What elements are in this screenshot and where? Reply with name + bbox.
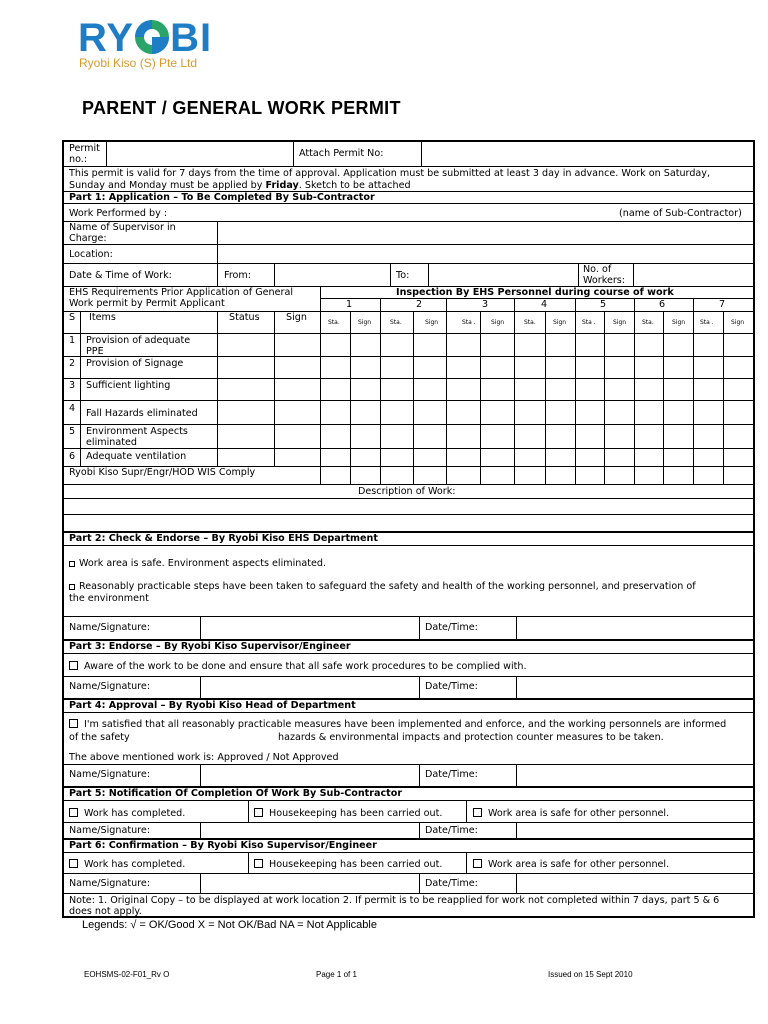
footer-page: Page 1 of 1 bbox=[316, 970, 357, 979]
part6-check-area-safe[interactable]: Work area is safe for other personnel. bbox=[473, 859, 669, 870]
part4-statement-2a: of the safety bbox=[69, 732, 130, 743]
inspection-day-1: 1 bbox=[346, 299, 353, 310]
part4-date-field[interactable] bbox=[518, 765, 753, 785]
inspection-day-2: 2 bbox=[416, 299, 423, 310]
item-no: 3 bbox=[69, 380, 76, 391]
part2-date-field[interactable] bbox=[518, 617, 753, 638]
from-field[interactable] bbox=[276, 264, 389, 285]
item-label: Fall Hazards eliminated bbox=[86, 408, 198, 419]
page-title: PARENT / GENERAL WORK PERMIT bbox=[82, 98, 401, 118]
part6-date-label: Date/Time: bbox=[425, 878, 478, 889]
part3-date-label: Date/Time: bbox=[425, 681, 478, 692]
part6-heading: Part 6: Confirmation – By Ryobi Kiso Supervisor/Engineer bbox=[69, 840, 377, 851]
checkbox-icon[interactable] bbox=[69, 859, 78, 868]
permit-no-label: Permit no.: bbox=[69, 143, 100, 165]
part2-date-label: Date/Time: bbox=[425, 622, 478, 633]
sub-header-sta: Sta. bbox=[390, 319, 402, 326]
part6-name-field[interactable] bbox=[202, 874, 418, 892]
item-label: Provision of adequate PPE bbox=[86, 335, 191, 357]
to-field[interactable] bbox=[430, 264, 577, 285]
part2-statement-2: Reasonably practicable steps have been taken to safeguard the safety and health of the working personnel, and preservation of bbox=[69, 581, 696, 592]
sub-header-sign: Sign bbox=[425, 319, 439, 326]
work-performed-label: Work Performed by : bbox=[69, 208, 168, 219]
part5-date-label: Date/Time: bbox=[425, 825, 478, 836]
logo-globe-icon bbox=[135, 20, 169, 54]
inspection-day-6: 6 bbox=[659, 299, 666, 310]
inspection-day-7: 7 bbox=[719, 299, 726, 310]
location-label: Location: bbox=[69, 249, 113, 260]
col-status-header: Status bbox=[229, 312, 260, 323]
comply-label: Ryobi Kiso Supr/Engr/HOD WIS Comply bbox=[69, 467, 256, 478]
part4-name-label: Name/Signature: bbox=[69, 769, 151, 780]
part4-name-field[interactable] bbox=[202, 765, 418, 785]
inspection-day-4: 4 bbox=[541, 299, 548, 310]
approval-line[interactable]: The above mentioned work is: Approved / Not Approved bbox=[69, 752, 339, 763]
sub-header-sta: Sta. bbox=[524, 319, 536, 326]
item-no: 5 bbox=[69, 426, 76, 437]
part4-statement-1: I'm satisfied that all reasonably practicable measures have been implemented and enforce, and the working personnels are informed bbox=[69, 719, 726, 730]
company-logo: RY BI bbox=[78, 16, 213, 60]
item-no: 4 bbox=[69, 403, 76, 414]
company-name: Ryobi Kiso (S) Pte Ltd bbox=[79, 56, 198, 70]
part5-heading: Part 5: Notification Of Completion Of Work By Sub-Contractor bbox=[69, 788, 403, 799]
datetime-label: Date & Time of Work: bbox=[69, 270, 172, 281]
part4-heading: Part 4: Approval – By Ryobi Kiso Head of Department bbox=[69, 700, 356, 711]
footer-doc-code: EOHSMS-02-F01_Rv O bbox=[84, 970, 170, 979]
col-sign-header: Sign bbox=[286, 312, 307, 323]
description-label: Description of Work: bbox=[358, 486, 456, 497]
part6-date-field[interactable] bbox=[518, 874, 753, 892]
part4-date-label: Date/Time: bbox=[425, 769, 478, 780]
sub-header-sta: Sta . bbox=[700, 319, 714, 326]
supervisor-field[interactable] bbox=[219, 222, 753, 243]
item-label: Environment Aspects eliminated bbox=[86, 426, 188, 448]
inspection-heading: Inspection By EHS Personnel during course of work bbox=[396, 287, 674, 298]
part5-check-area-safe[interactable]: Work area is safe for other personnel. bbox=[473, 808, 669, 819]
subcontractor-hint: (name of Sub-Contractor) bbox=[619, 208, 742, 219]
validity-text-2: Sunday and Monday must be applied by Friday. Sketch to be attached bbox=[69, 180, 411, 191]
part5-name-label: Name/Signature: bbox=[69, 825, 151, 836]
attach-permit-label: Attach Permit No: bbox=[299, 148, 384, 159]
checkbox-icon[interactable] bbox=[69, 808, 78, 817]
part5-date-field[interactable] bbox=[518, 823, 753, 837]
inspection-day-5: 5 bbox=[600, 299, 607, 310]
sub-header-sta: Sta. bbox=[328, 319, 340, 326]
checkbox-icon[interactable] bbox=[254, 808, 263, 817]
part6-check-housekeeping[interactable]: Housekeeping has been carried out. bbox=[254, 859, 442, 870]
location-field[interactable] bbox=[219, 245, 753, 262]
workers-field[interactable] bbox=[635, 264, 753, 285]
checkbox-icon[interactable] bbox=[69, 584, 75, 590]
item-no: 1 bbox=[69, 335, 76, 346]
attach-permit-field[interactable] bbox=[423, 142, 753, 165]
sub-header-sign: Sign bbox=[491, 319, 505, 326]
part2-statement-1: Work area is safe. Environment aspects eliminated. bbox=[69, 558, 326, 569]
legend: Legends: √ = OK/Good X = Not OK/Bad NA = Not Applicable bbox=[82, 919, 377, 931]
item-no: 2 bbox=[69, 358, 76, 369]
item-label: Sufficient lighting bbox=[86, 380, 171, 391]
sub-header-sign: Sign bbox=[672, 319, 686, 326]
ehs-requirements-label: EHS Requirements Prior Application of General Work permit by Permit Applicant bbox=[69, 287, 294, 309]
part1-heading: Part 1: Application – To Be Completed By Sub-Contractor bbox=[69, 192, 375, 203]
col-s-header: S bbox=[69, 312, 76, 323]
sub-header-sign: Sign bbox=[358, 319, 372, 326]
inspection-day-3: 3 bbox=[482, 299, 489, 310]
col-items-header: Items bbox=[89, 312, 116, 323]
workers-label: No. of Workers: bbox=[583, 264, 626, 286]
to-label: To: bbox=[396, 270, 410, 281]
supervisor-label: Name of Supervisor in Charge: bbox=[69, 222, 176, 244]
permit-no-field[interactable] bbox=[108, 142, 292, 165]
sub-header-sign: Sign bbox=[731, 319, 745, 326]
part4-statement-2b: hazards & environmental impacts and protection counter measures to be taken. bbox=[278, 732, 664, 743]
item-label: Provision of Signage bbox=[86, 358, 184, 369]
item-label: Adequate ventilation bbox=[86, 451, 187, 462]
checkbox-icon[interactable] bbox=[254, 859, 263, 868]
part2-statement-2b: the environment bbox=[69, 593, 149, 604]
description-field[interactable] bbox=[64, 499, 753, 530]
note-text: Note: 1. Original Copy – to be displayed at work location 2. If permit is to be reapplied for work not completed within 7 days, part 5 & 6 does not apply. bbox=[69, 895, 720, 917]
sub-header-sta: Sta . bbox=[462, 319, 476, 326]
part6-name-label: Name/Signature: bbox=[69, 878, 151, 889]
from-label: From: bbox=[224, 270, 252, 281]
part2-name-field[interactable] bbox=[202, 617, 418, 638]
part3-heading: Part 3: Endorse – By Ryobi Kiso Supervisor/Engineer bbox=[69, 641, 351, 652]
item-no: 6 bbox=[69, 451, 76, 462]
validity-text-1: This permit is valid for 7 days from the time of approval. Application must be submitted at least 3 day in advance. Work on Saturday, bbox=[69, 168, 711, 179]
checkbox-icon[interactable] bbox=[69, 719, 78, 728]
part5-check-work-completed[interactable]: Work has completed. bbox=[69, 808, 185, 819]
checkbox-icon[interactable] bbox=[473, 808, 482, 817]
part3-name-field[interactable] bbox=[202, 677, 418, 697]
footer-issued: Issued on 15 Sept 2010 bbox=[548, 970, 633, 979]
sub-header-sta: Sta. bbox=[642, 319, 654, 326]
sub-header-sign: Sign bbox=[553, 319, 567, 326]
part3-date-field[interactable] bbox=[518, 677, 753, 697]
part2-heading: Part 2: Check & Endorse – By Ryobi Kiso EHS Department bbox=[69, 533, 378, 544]
part5-check-housekeeping[interactable]: Housekeeping has been carried out. bbox=[254, 808, 442, 819]
checkbox-icon[interactable] bbox=[473, 859, 482, 868]
part6-check-work-completed[interactable]: Work has completed. bbox=[69, 859, 185, 870]
checkbox-icon[interactable] bbox=[69, 661, 78, 670]
part3-statement: Aware of the work to be done and ensure that all safe work procedures to be complied with. bbox=[69, 661, 527, 672]
part3-name-label: Name/Signature: bbox=[69, 681, 151, 692]
sub-header-sta: Sta . bbox=[582, 319, 596, 326]
part2-name-label: Name/Signature: bbox=[69, 622, 151, 633]
part5-name-field[interactable] bbox=[202, 823, 418, 837]
sub-header-sign: Sign bbox=[613, 319, 627, 326]
checkbox-icon[interactable] bbox=[69, 561, 75, 567]
